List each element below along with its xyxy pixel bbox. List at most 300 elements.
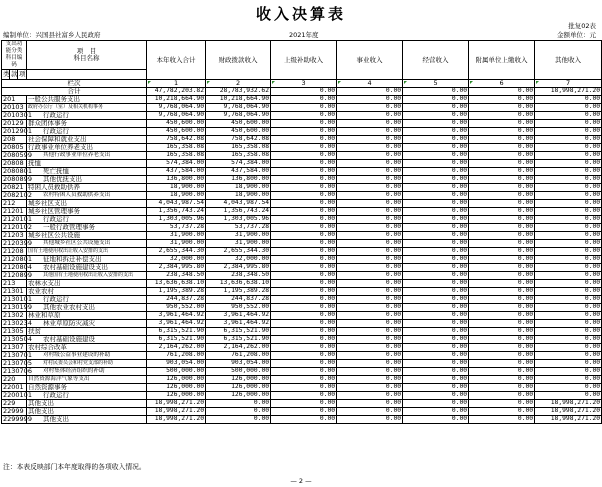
table-row: [2, 176, 602, 184]
amount-cell: 0.00: [535, 336, 602, 344]
amount-cell: 0.00: [469, 400, 535, 408]
table-row: [2, 384, 602, 392]
subject-code: 2130504: [3, 335, 32, 344]
amount-cell: 0.00: [271, 176, 337, 184]
income-table: [1, 40, 602, 424]
subject-name: 城乡社区管理事务: [27, 208, 147, 216]
subject-name: 农村综合改革: [27, 344, 147, 352]
sub-header: 项: [19, 70, 26, 79]
amount-cell: 0.00: [403, 248, 469, 256]
amount-cell: 0.00: [271, 184, 337, 192]
amount-cell: 437,584.00: [206, 168, 271, 176]
amount-cell: 6,315,521.90: [206, 328, 271, 336]
subject-name: 行政运行: [27, 112, 147, 120]
amount-cell: 2,384,995.80: [206, 264, 271, 272]
subject-code: 2082102: [3, 191, 32, 200]
amount-cell: 0.00: [337, 360, 403, 368]
amount-cell: 0.00: [337, 304, 403, 312]
subject-code: 21307: [2, 344, 27, 352]
amount-cell: 0.00: [271, 256, 337, 264]
amount-cell: 0.00: [271, 200, 337, 208]
table-row: [2, 112, 602, 120]
amount-cell: 32,000.00: [206, 256, 271, 264]
amount-cell: 0.00: [271, 368, 337, 376]
amount-cell: 0.00: [271, 160, 337, 168]
subject-code: 21302: [2, 312, 27, 320]
subject-name: 农村特困人员救助供养支出: [27, 192, 147, 200]
amount-cell: 0.00: [535, 104, 602, 112]
amount-cell: 0.00: [403, 400, 469, 408]
amount-cell: 0.00: [403, 352, 469, 360]
amount-cell: 0.00: [535, 352, 602, 360]
subject-name: 农业农村: [27, 288, 147, 296]
amount-cell: 0.00: [337, 376, 403, 384]
amount-cell: 0.00: [469, 416, 535, 424]
amount-cell: 4,043,987.54: [206, 200, 271, 208]
subject-code: 2200101: [3, 391, 32, 400]
amount-cell: 0.00: [271, 240, 337, 248]
subject-name: 一般行政管理事务: [27, 224, 147, 232]
table-row: [2, 400, 602, 408]
amount-cell: 126,000.00: [206, 376, 271, 384]
amount-cell: 0.00: [337, 184, 403, 192]
subject-code: 21301: [2, 288, 27, 296]
amount-cell: 0.00: [535, 328, 602, 336]
subject-code: 2120399: [3, 239, 32, 248]
col-header-superior: 上级补助收入: [271, 41, 337, 80]
amount-cell: 758,642.08: [206, 136, 271, 144]
amount-cell: 0.00: [469, 104, 535, 112]
table-row: [2, 416, 602, 424]
amount-cell: 6,315,521.90: [147, 336, 206, 344]
amount-cell: 4,043,987.54: [147, 200, 206, 208]
amount-cell: 0.00: [469, 160, 535, 168]
subject-name-label: 科目名称: [73, 54, 100, 62]
table-row: [2, 160, 602, 168]
amount-cell: 0.00: [469, 288, 535, 296]
subject-code: 212: [2, 200, 27, 208]
amount-cell: 32,000.00: [147, 256, 206, 264]
subject-code: 2120801: [3, 255, 32, 264]
table-row: [2, 376, 602, 384]
amount-cell: 0.00: [403, 104, 469, 112]
col-header-fiscal: 财政拨款收入: [206, 41, 271, 80]
total-cell: 0.00: [337, 88, 403, 96]
amount-cell: 950,552.00: [147, 304, 206, 312]
amount-cell: 0.00: [271, 312, 337, 320]
amount-cell: 0.00: [469, 392, 535, 400]
amount-cell: 903,054.00: [206, 360, 271, 368]
subject-name: 其他支出: [27, 400, 147, 408]
amount-cell: 0.00: [469, 352, 535, 360]
subject-code: 20129: [2, 120, 27, 128]
amount-cell: 0.00: [469, 360, 535, 368]
subject-code: 22999: [2, 408, 27, 416]
table-row: [2, 320, 602, 328]
subject-name: 其他农业农村支出: [27, 304, 147, 312]
amount-cell: 0.00: [535, 192, 602, 200]
amount-cell: 0.00: [535, 376, 602, 384]
amount-cell: 1,303,005.96: [206, 216, 271, 224]
amount-cell: 0.00: [337, 104, 403, 112]
total-cell: 0.00: [469, 88, 535, 96]
amount-cell: 0.00: [271, 280, 337, 288]
subject-code: 20103: [2, 104, 27, 112]
amount-cell: 3,961,464.92: [206, 320, 271, 328]
amount-cell: 0.00: [271, 136, 337, 144]
subject-name: 行政运行: [27, 216, 147, 224]
amount-cell: 0.00: [469, 192, 535, 200]
subject-code: 2010301: [3, 111, 32, 120]
amount-cell: 0.00: [469, 176, 535, 184]
amount-cell: 18,900.00: [206, 184, 271, 192]
amount-cell: 0.00: [271, 152, 337, 160]
amount-cell: 0.00: [403, 224, 469, 232]
subject-code: 20805: [2, 144, 27, 152]
amount-cell: 0.00: [337, 384, 403, 392]
page-number: — 2 —: [290, 477, 312, 485]
subject-code: 20821: [2, 184, 27, 192]
amount-cell: 0.00: [535, 320, 602, 328]
amount-cell: 18,998,271.20: [535, 408, 602, 416]
table-row: [2, 408, 602, 416]
amount-cell: 0.00: [403, 216, 469, 224]
amount-cell: 0.00: [337, 256, 403, 264]
amount-cell: 0.00: [535, 184, 602, 192]
amount-cell: 244,837.28: [147, 296, 206, 304]
amount-cell: 18,998,271.20: [147, 400, 206, 408]
amount-cell: 238,348.50: [147, 272, 206, 280]
amount-cell: 0.00: [403, 360, 469, 368]
subject-name: 一般公共服务支出: [27, 96, 147, 104]
amount-cell: 2,164,262.00: [147, 344, 206, 352]
table-row: [2, 144, 602, 152]
report-title: 收入决算表: [255, 5, 346, 23]
amount-cell: 0.00: [535, 160, 602, 168]
table-row: [2, 392, 602, 400]
amount-cell: 31,900.00: [147, 232, 206, 240]
amount-cell: 0.00: [271, 336, 337, 344]
amount-cell: 0.00: [337, 168, 403, 176]
amount-cell: 0.00: [469, 384, 535, 392]
amount-cell: 0.00: [403, 376, 469, 384]
column-number-row: [2, 80, 602, 88]
amount-cell: 0.00: [535, 296, 602, 304]
subject-code: 2012901: [3, 127, 32, 136]
total-cell: 18,998,271.20: [535, 88, 602, 96]
amount-cell: 0.00: [337, 96, 403, 104]
amount-cell: 165,358.08: [147, 152, 206, 160]
amount-cell: 0.00: [337, 280, 403, 288]
amount-cell: 0.00: [535, 168, 602, 176]
amount-cell: 0.00: [271, 232, 337, 240]
amount-cell: 0.00: [403, 184, 469, 192]
amount-cell: 0.00: [271, 296, 337, 304]
amount-cell: 0.00: [535, 112, 602, 120]
subject-code: 2080801: [3, 167, 32, 176]
subject-name: 其他优抚支出: [27, 176, 147, 184]
subject-code: 2080599: [3, 151, 32, 160]
subject-name-spacer: [27, 70, 147, 80]
amount-cell: 0.00: [271, 120, 337, 128]
amount-cell: 0.00: [337, 312, 403, 320]
amount-cell: 0.00: [271, 328, 337, 336]
subject-code: 22001: [2, 384, 27, 392]
amount-cell: 0.00: [469, 320, 535, 328]
amount-cell: 0.00: [535, 360, 602, 368]
amount-cell: 0.00: [271, 400, 337, 408]
subject-code: 208: [2, 136, 27, 144]
amount-cell: 53,737.28: [147, 224, 206, 232]
col-header-other: 其他收入: [535, 41, 602, 80]
amount-cell: 0.00: [469, 224, 535, 232]
amount-cell: 0.00: [337, 248, 403, 256]
amount-cell: 3,961,464.92: [147, 320, 206, 328]
amount-cell: 0.00: [469, 136, 535, 144]
amount-cell: 0.00: [337, 192, 403, 200]
table-row: [2, 104, 602, 112]
amount-cell: 136,800.00: [147, 176, 206, 184]
col-header-total: 本年收入合计: [147, 41, 206, 80]
amount-cell: 0.00: [403, 408, 469, 416]
amount-cell: 0.00: [535, 240, 602, 248]
amount-cell: 18,900.00: [206, 192, 271, 200]
amount-cell: 1,356,743.24: [147, 208, 206, 216]
amount-cell: 126,000.00: [147, 384, 206, 392]
table-row: [2, 152, 602, 160]
table-row: [2, 272, 602, 280]
amount-cell: 2,655,344.30: [206, 248, 271, 256]
subject-name: 自然资源海洋气象等支出: [27, 376, 147, 384]
amount-cell: 0.00: [337, 320, 403, 328]
subject-name: 其他国有土地使用权出让收入安排的支出: [27, 272, 147, 280]
table-row: [2, 360, 602, 368]
amount-cell: 0.00: [271, 112, 337, 120]
amount-cell: 2,384,995.80: [147, 264, 206, 272]
subject-name: 行政事业单位养老支出: [27, 144, 147, 152]
amount-cell: 0.00: [535, 280, 602, 288]
func-code-header: 支出功能分类科目编码: [2, 41, 27, 70]
amount-cell: 0.00: [271, 416, 337, 424]
subject-name: 群众团体事务: [27, 120, 147, 128]
amount-cell: 0.00: [337, 240, 403, 248]
amount-cell: 0.00: [337, 216, 403, 224]
compiling-unit: 编制单位：兴国县社富乡人民政府: [3, 31, 101, 39]
form-number: 批复02表: [568, 22, 596, 30]
amount-cell: 238,348.50: [206, 272, 271, 280]
amount-cell: 0.00: [403, 240, 469, 248]
subject-name: 农林水支出: [27, 280, 147, 288]
col-number: 3: [271, 80, 337, 88]
amount-cell: 0.00: [206, 416, 271, 424]
subject-name: 扶贫: [27, 328, 147, 336]
amount-cell: 0.00: [535, 232, 602, 240]
table-row: [2, 168, 602, 176]
subject-code: 2130706: [3, 367, 32, 376]
amount-cell: 574,384.00: [147, 160, 206, 168]
amount-cell: 126,000.00: [147, 376, 206, 384]
amount-cell: 0.00: [535, 344, 602, 352]
amount-cell: 0.00: [469, 216, 535, 224]
amount-cell: 0.00: [403, 312, 469, 320]
lanci-label: 栏次: [2, 80, 147, 88]
amount-cell: 0.00: [469, 120, 535, 128]
subject-name: 城乡社区支出: [27, 200, 147, 208]
amount-cell: 0.00: [469, 144, 535, 152]
subject-name: 农村基础设施建设: [27, 336, 147, 344]
subject-name: 自然资源事务: [27, 384, 147, 392]
amount-cell: 18,900.00: [147, 192, 206, 200]
table-row: [2, 304, 602, 312]
amount-cell: 0.00: [469, 96, 535, 104]
amount-cell: 0.00: [271, 288, 337, 296]
amount-cell: 0.00: [337, 408, 403, 416]
subject-name: 其他支出: [27, 416, 147, 424]
subject-code: 2130234: [3, 319, 32, 328]
subject-name: 对村民委员会和村党支部的补助: [27, 360, 147, 368]
amount-cell: 0.00: [206, 400, 271, 408]
table-row: [2, 200, 602, 208]
subject-code: 2130701: [3, 351, 32, 360]
amount-cell: 53,737.28: [206, 224, 271, 232]
table-row: [2, 264, 602, 272]
amount-cell: 0.00: [469, 128, 535, 136]
amount-cell: 0.00: [403, 320, 469, 328]
amount-cell: 0.00: [271, 192, 337, 200]
amount-cell: 0.00: [469, 408, 535, 416]
amount-cell: 0.00: [337, 224, 403, 232]
amount-cell: 0.00: [271, 384, 337, 392]
amount-cell: 0.00: [469, 168, 535, 176]
amount-cell: 0.00: [403, 392, 469, 400]
amount-cell: 0.00: [535, 224, 602, 232]
amount-cell: 0.00: [403, 96, 469, 104]
amount-cell: 0.00: [535, 208, 602, 216]
amount-cell: 0.00: [535, 96, 602, 104]
subject-code: 2130101: [3, 295, 32, 304]
footnote: 注：本表反映部门本年度取得的各项收入情况。: [3, 463, 146, 471]
subject-name: 其他城乡社区公共设施支出: [27, 240, 147, 248]
amount-cell: 0.00: [337, 176, 403, 184]
amount-cell: 0.00: [403, 192, 469, 200]
amount-cell: 0.00: [403, 328, 469, 336]
amount-cell: 0.00: [535, 216, 602, 224]
subject-name: 行政运行: [27, 392, 147, 400]
total-cell: 47,782,203.82: [147, 88, 206, 96]
amount-cell: 0.00: [469, 336, 535, 344]
amount-cell: 10,218,664.90: [147, 96, 206, 104]
amount-cell: 758,642.08: [147, 136, 206, 144]
amount-cell: 6,315,521.90: [206, 336, 271, 344]
subject-name-header: [27, 41, 147, 70]
amount-cell: 0.00: [469, 328, 535, 336]
subject-name: 抚恤: [27, 160, 147, 168]
amount-cell: 0.00: [271, 408, 337, 416]
amount-cell: 0.00: [271, 168, 337, 176]
amount-cell: 0.00: [469, 232, 535, 240]
amount-cell: 0.00: [337, 328, 403, 336]
subject-name: 对村级公益事业建设的补助: [27, 352, 147, 360]
amount-cell: 0.00: [271, 264, 337, 272]
amount-cell: 0.00: [271, 304, 337, 312]
col-header-operating: 经营收入: [403, 41, 469, 80]
amount-cell: 0.00: [403, 200, 469, 208]
amount-cell: 0.00: [403, 112, 469, 120]
table-row: [2, 128, 602, 136]
amount-cell: 0.00: [271, 376, 337, 384]
amount-cell: 0.00: [337, 136, 403, 144]
amount-cell: 0.00: [337, 112, 403, 120]
amount-cell: 0.00: [271, 144, 337, 152]
amount-cell: 0.00: [403, 232, 469, 240]
amount-cell: 0.00: [337, 368, 403, 376]
subject-name: 死亡抚恤: [27, 168, 147, 176]
amount-cell: 0.00: [403, 280, 469, 288]
amount-cell: 0.00: [403, 152, 469, 160]
subject-code: 2120101: [3, 215, 32, 224]
amount-cell: 3,961,464.92: [147, 312, 206, 320]
amount-cell: 13,636,638.10: [147, 280, 206, 288]
amount-cell: 0.00: [403, 120, 469, 128]
table-row: [2, 192, 602, 200]
subject-name: 政府办公厅（室）及相关机构事务: [27, 104, 147, 112]
amount-cell: 9,768,064.90: [147, 112, 206, 120]
amount-cell: 0.00: [403, 368, 469, 376]
amount-cell: 165,358.08: [147, 144, 206, 152]
subject-name: 行政运行: [27, 128, 147, 136]
amount-cell: 0.00: [337, 264, 403, 272]
amount-cell: 0.00: [271, 344, 337, 352]
subject-name: 农村基础设施建设支出: [27, 264, 147, 272]
total-row: [2, 88, 602, 96]
subject-code: 2120899: [3, 271, 32, 280]
amount-cell: 0.00: [403, 264, 469, 272]
amount-cell: 0.00: [535, 368, 602, 376]
amount-cell: 450,600.00: [206, 128, 271, 136]
amount-cell: 1,195,389.28: [206, 288, 271, 296]
amount-cell: 3,961,464.92: [206, 312, 271, 320]
amount-cell: 9,768,064.90: [206, 112, 271, 120]
amount-cell: 0.00: [403, 416, 469, 424]
amount-cell: 0.00: [271, 96, 337, 104]
amount-cell: 0.00: [535, 256, 602, 264]
subject-name: 社会保障和就业支出: [27, 136, 147, 144]
amount-cell: 18,998,271.20: [147, 408, 206, 416]
amount-cell: 0.00: [469, 184, 535, 192]
amount-cell: 0.00: [337, 208, 403, 216]
table-row: [2, 120, 602, 128]
amount-cell: 1,195,389.28: [147, 288, 206, 296]
amount-cell: 0.00: [337, 128, 403, 136]
amount-cell: 0.00: [403, 304, 469, 312]
amount-cell: 9,768,064.90: [206, 104, 271, 112]
subject-name: 林业和草原: [27, 312, 147, 320]
amount-cell: 0.00: [535, 384, 602, 392]
amount-cell: 0.00: [271, 352, 337, 360]
amount-cell: 0.00: [271, 128, 337, 136]
subject-code: 213: [2, 280, 27, 288]
subject-name: 其他支出: [27, 408, 147, 416]
amount-cell: 0.00: [271, 272, 337, 280]
amount-cell: 0.00: [469, 256, 535, 264]
fiscal-year: 2021年度: [289, 31, 319, 39]
subject-code: 201: [2, 96, 27, 104]
amount-cell: 0.00: [206, 408, 271, 416]
amount-cell: 0.00: [271, 360, 337, 368]
table-row: [2, 344, 602, 352]
total-cell: 28,783,932.62: [206, 88, 271, 96]
col-header-business: 事业收入: [337, 41, 403, 80]
